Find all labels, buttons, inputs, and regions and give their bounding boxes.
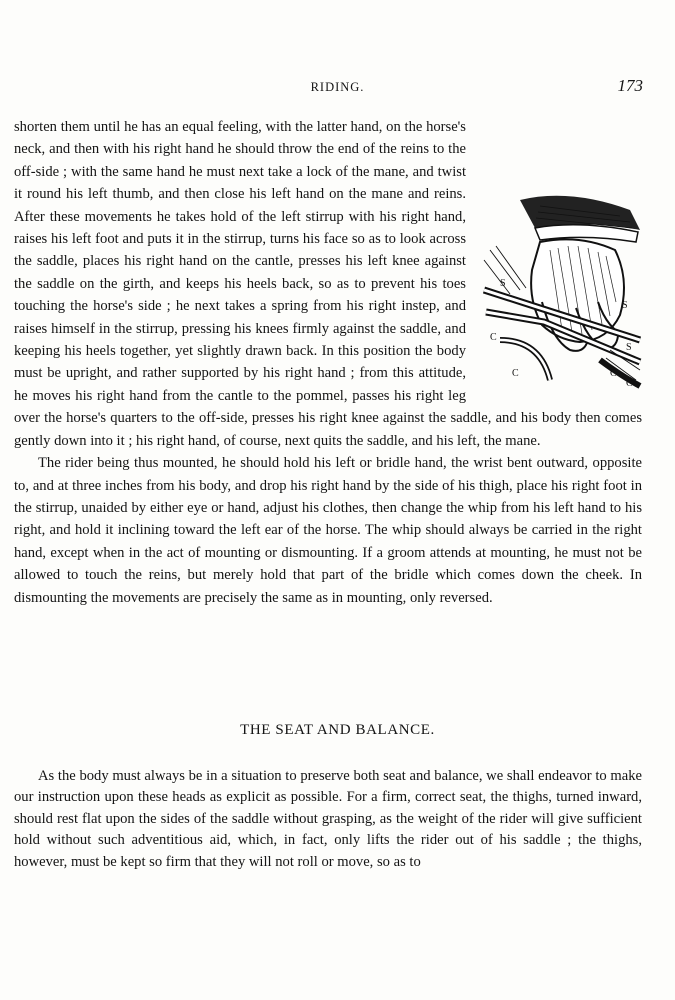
hand-holding-reins-illustration <box>480 190 642 392</box>
section-heading: THE SEAT AND BALANCE. <box>240 722 435 738</box>
paragraph: The rider being thus mounted, he should hold his left or bridle hand, the wrist bent outward, opposite to, and at three inches from his body, and drop his right hand by the side of his thigh, place his right foot in the stirrup, unaided by either eye or hand, adjust his clothes, then change the whip from his left hand to his right, and hold it inclining toward the left ear of the horse. The whip should always be carried in the right hand, except when in the act of mounting or dismounting. If a groom attends at mounting, he must not be allowed to touch the reins, but merely hold that part of the bridle which comes down the cheek. In dismounting the movements are precisely the same as in mounting, only reversed. <box>14 455 642 606</box>
paragraph: shorten them until he has an equal feeling, with the latter hand, on the horse's neck, and then with his right hand he should throw the end of the reins to the off-side ; with the same hand he must next take a lock of the mane, and twist it round his left thumb, and then close his left hand on the mane and reins. After these movements he takes hold of the left stirrup with his right hand, raises his left foot and puts it in the stirrup, turns his face so as to look across the saddle, places his right hand on the cantle, presses his left knee against the saddle on the girth, and keeps his heels back, so as to prevent his toes touching the horse's side ; he next takes a spring from his right instep, and raises himself in the stirrup, pressing his knees firmly against the saddle, and keeping his heels together, yet slightly drawn back. In this position the body must be upright, and rather supported by his right hand ; from this attitude, he moves his right hand from the cantle to the pommel, passes his right leg over the horse's quarters to the off-side, presses his right knee against the saddle, and his body then comes gently down into it ; his right hand, of course, next quits the saddle, and his left, the mane. <box>14 119 642 449</box>
main-text <box>14 116 642 609</box>
page-number: 173 <box>617 76 643 95</box>
svg-text:S: S <box>622 300 628 311</box>
svg-text:C: C <box>610 368 617 379</box>
svg-text:C: C <box>626 378 633 389</box>
svg-text:S: S <box>500 278 506 289</box>
svg-text:C: C <box>512 368 519 379</box>
section-text <box>14 766 642 873</box>
paragraph: As the body must always be in a situation to preserve both seat and balance, we shall endeavor to make our instruction upon these heads as explicit as possible. For a firm, correct seat, the thighs, turned inward, should rest flat upon the sides of the saddle without grasping, as the weight of the rider will give sufficient hold without such adventitious aid, which, in fact, only lifts the rider out of his saddle ; the thighs, however, must be kept so firm that they will not roll or move, so as to <box>14 768 642 870</box>
svg-text:S: S <box>626 342 632 353</box>
running-head: RIDING. <box>310 80 365 94</box>
svg-text:C: C <box>490 332 497 343</box>
